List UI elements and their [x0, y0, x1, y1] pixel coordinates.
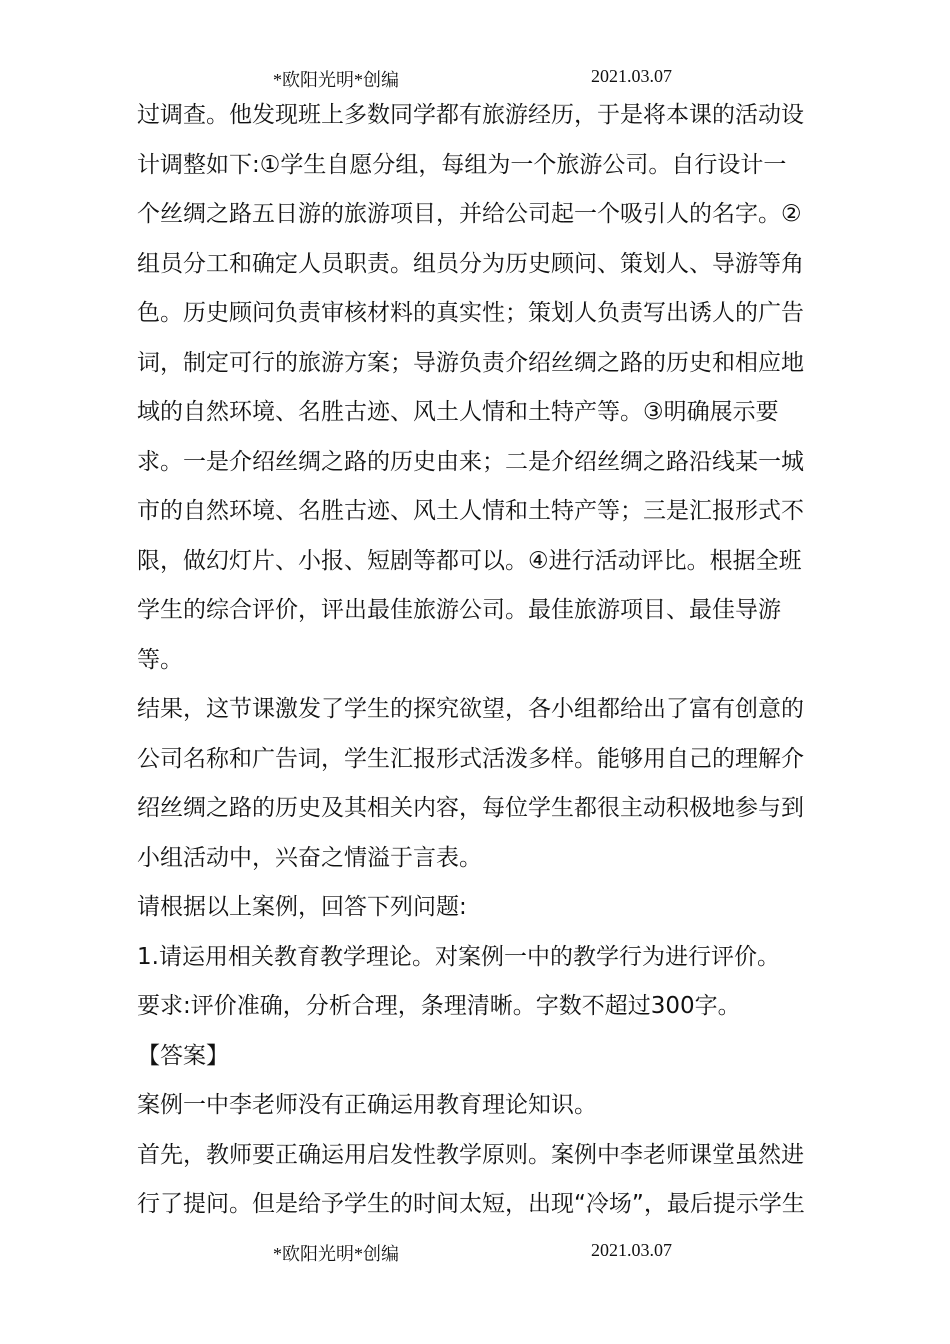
text-line: 求。一是介绍丝绸之路的历史由来；二是介绍丝绸之路沿线某一城 [137, 448, 804, 475]
text-line: 色。历史顾问负责审核材料的真实性；策划人负责写出诱人的广告 [137, 300, 804, 326]
question-intro: 请根据以上案例，回答下列问题: [137, 894, 467, 920]
answer-line: 案例一中李老师没有正确运用教育理论知识。 [137, 1092, 597, 1118]
answer-line: 行了提问。但是给予学生的时间太短，出现“冷场”，最后提示学生 [137, 1191, 805, 1217]
question-requirement: 要求:评价准确，分析合理，条理清晰。字数不超过300字。 [137, 993, 741, 1019]
answer-line: 首先，教师要正确运用启发性教学原则。案例中李老师课堂虽然进 [137, 1141, 804, 1168]
text-line: 过调查。他发现班上多数同学都有旅游经历，于是将本课的活动设 [137, 102, 804, 128]
text-line: 个丝绸之路五日游的旅游项目，并给公司起一个吸引人的名字。② [137, 201, 802, 227]
header-date: 2021.03.07 [591, 66, 672, 86]
header-author: *欧阳光明*创编 [273, 70, 399, 90]
footer-author: *欧阳光明*创编 [273, 1244, 399, 1264]
text-line: 公司名称和广告词，学生汇报形式活泼多样。能够用自己的理解介 [137, 745, 804, 772]
body-text [137, 91, 817, 1230]
text-line: 组员分工和确定人员职责。组员分为历史顾问、策划人、导游等角 [137, 250, 804, 277]
question-1: 1.请运用相关教育教学理论。对案例一中的教学行为进行评价。 [137, 943, 780, 970]
answer-heading: 【答案】 [137, 1042, 229, 1069]
text-line: 学生的综合评价，评出最佳旅游公司。最佳旅游项目、最佳导游 [137, 597, 781, 623]
text-line: 绍丝绸之路的历史及其相关内容，每位学生都很主动积极地参与到 [137, 795, 804, 821]
text-line: 小组活动中，兴奋之情溢于言表。 [137, 844, 482, 871]
text-line: 市的自然环境、名胜古迹、风土人情和土特产等；三是汇报形式不 [137, 498, 804, 524]
text-line: 词，制定可行的旅游方案；导游负责介绍丝绸之路的历史和相应地 [137, 349, 804, 376]
text-line: 限，做幻灯片、小报、短剧等都可以。④进行活动评比。根据全班 [137, 547, 802, 574]
text-line: 域的自然环境、名胜古迹、风土人情和土特产等。③明确展示要 [137, 399, 779, 425]
text-line: 等。 [137, 646, 183, 673]
text-line: 结果，这节课激发了学生的探究欲望，各小组都给出了富有创意的 [137, 696, 804, 722]
text-line: 计调整如下:①学生自愿分组，每组为一个旅游公司。自行设计一 [137, 151, 787, 178]
footer-date: 2021.03.07 [591, 1240, 672, 1260]
